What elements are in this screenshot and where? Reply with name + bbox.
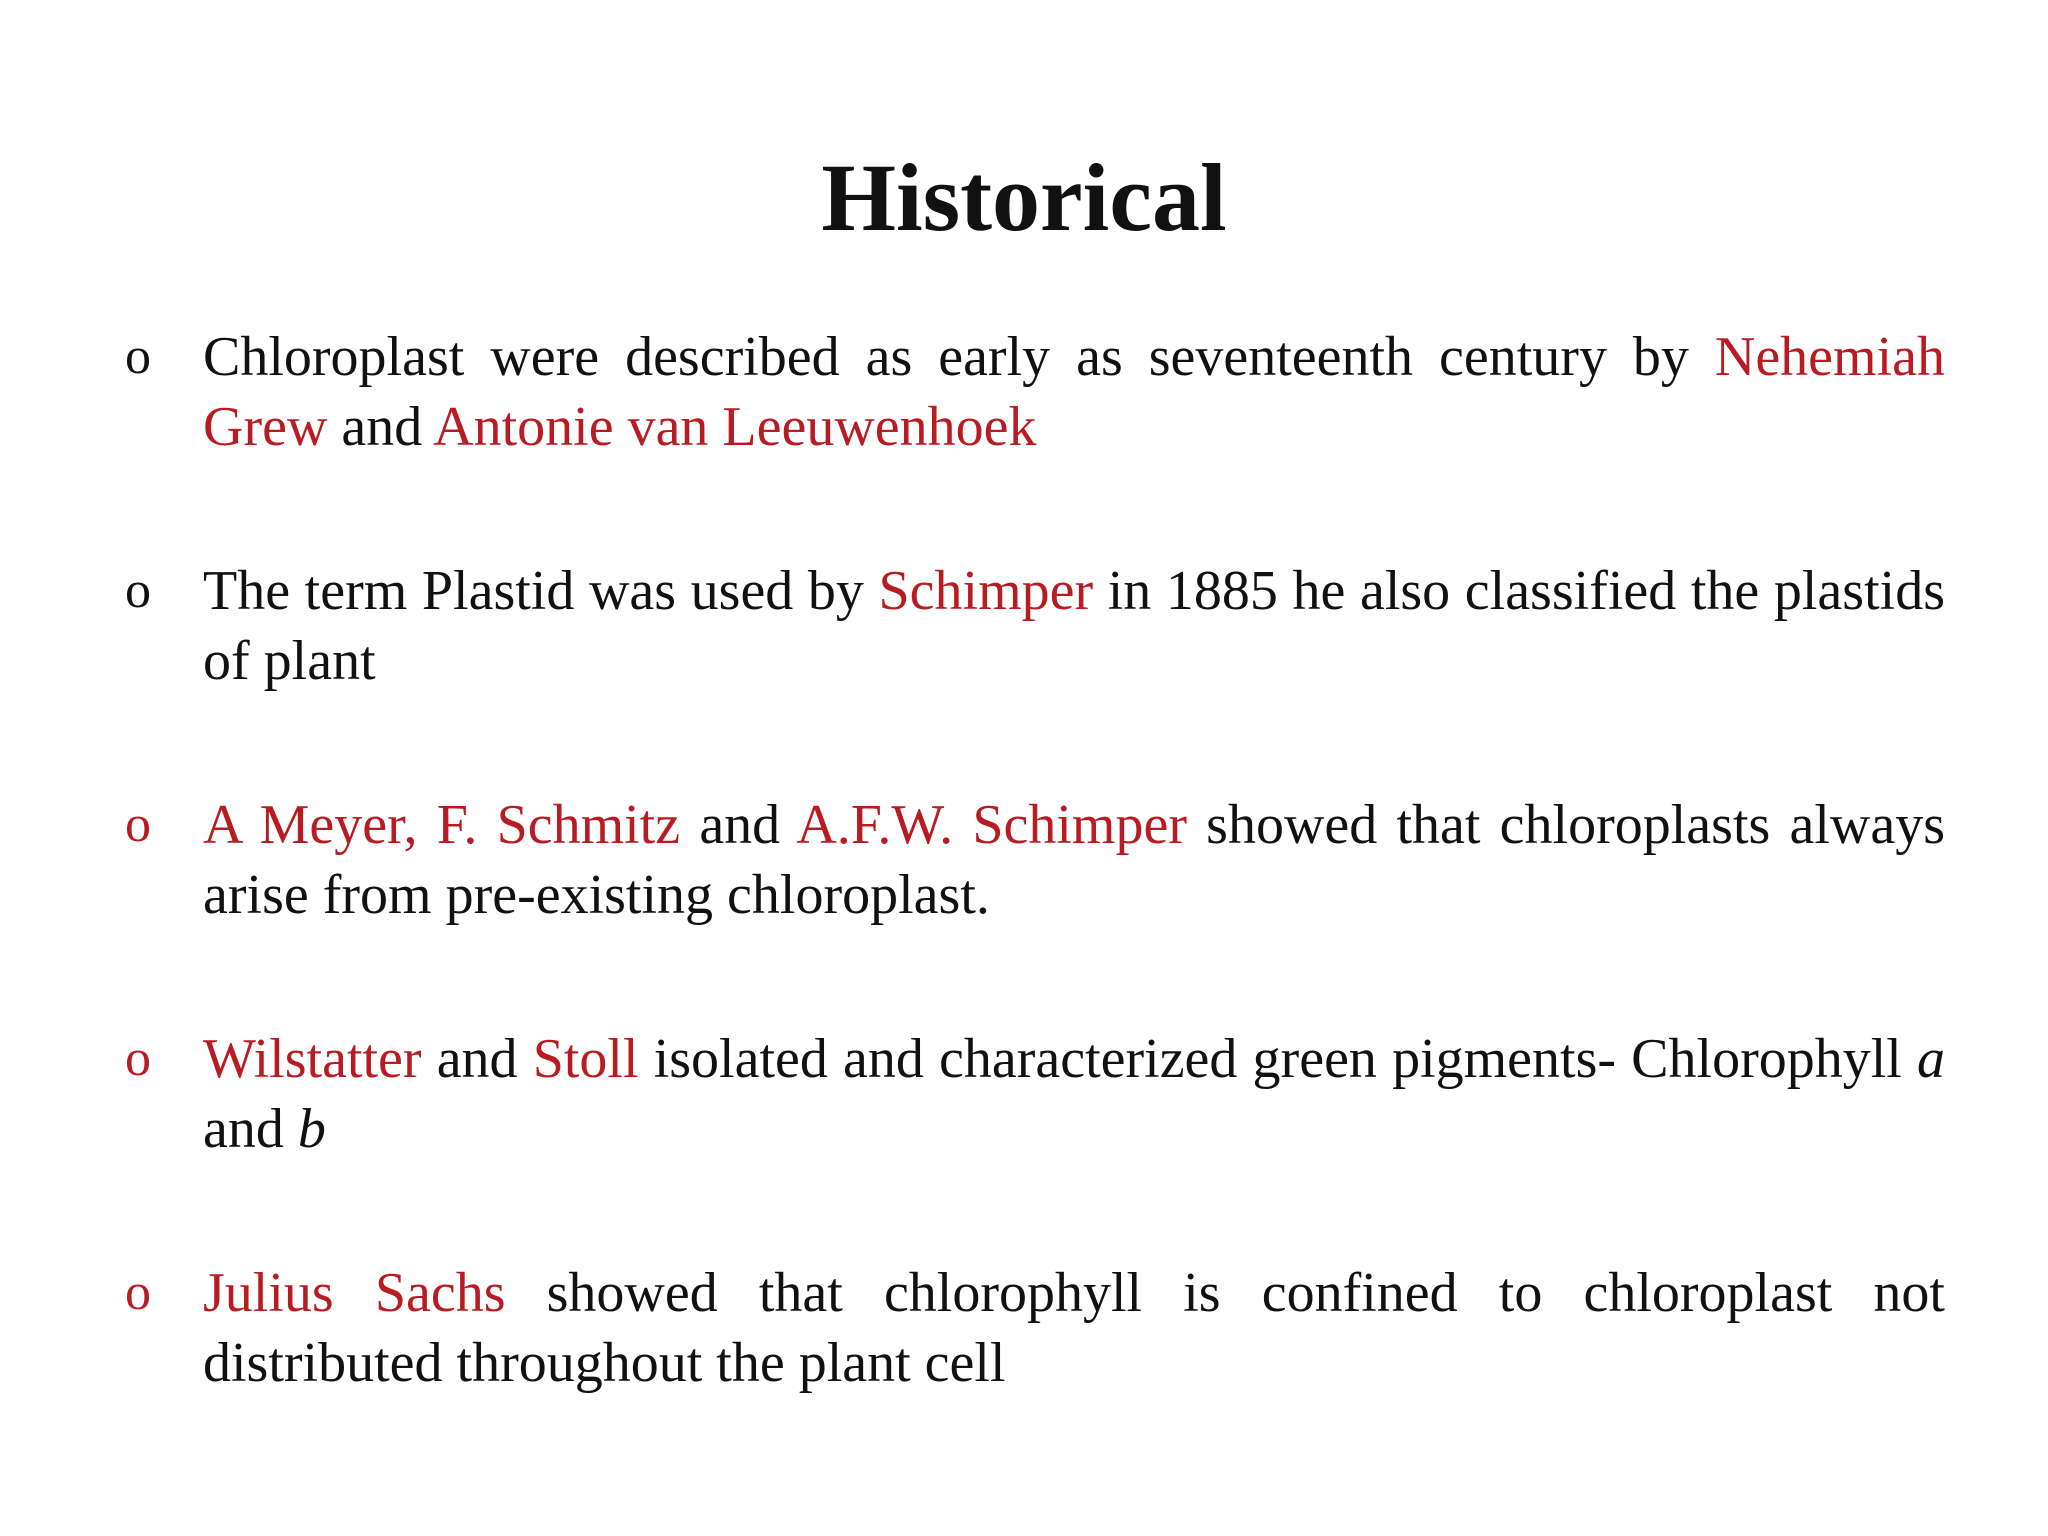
bullet-text [203, 790, 1945, 930]
text-segment: isolated and characterized green pigments- Chlorophyll [638, 1028, 1918, 1090]
text-segment: and [203, 1098, 298, 1160]
text-segment: The term Plastid was used by [203, 560, 879, 622]
bullet-marker: o [125, 1264, 151, 1321]
text-segment: and [421, 1028, 533, 1090]
text-segment: in 1885 he also classified the plastids of plant [203, 560, 1945, 692]
person-name: A.F.W. Schimper [796, 794, 1187, 856]
text-segment: and [680, 794, 797, 856]
person-name: Nehemiah Grew [203, 326, 1945, 458]
person-name: Antonie van Leeuwenhoek [433, 396, 1037, 458]
person-name: Wilstatter [203, 1028, 422, 1090]
bullet-marker: o [125, 796, 151, 853]
person-name: A Meyer, F. Schmitz [203, 794, 681, 856]
bullet-marker: o [125, 562, 151, 619]
italic-letter: b [297, 1098, 326, 1160]
text-segment: showed that chloroplasts always arise from pre-existing chloroplast. [203, 794, 1946, 926]
bullet-text [203, 1258, 1945, 1398]
text-segment: and [327, 396, 434, 458]
bullet-text [203, 1024, 1945, 1164]
bullet-text [203, 322, 1945, 462]
bullet-text [203, 556, 1945, 696]
slide-title: Historical [821, 144, 1227, 251]
text-segment: Chloroplast were described as early as seventeenth century by [203, 326, 1715, 388]
person-name: Stoll [532, 1028, 639, 1090]
person-name: Schimper [878, 560, 1094, 622]
bullet-marker: o [125, 1030, 151, 1087]
bullet-marker: o [125, 328, 151, 385]
person-name: Julius Sachs [203, 1262, 506, 1324]
italic-letter: a [1917, 1028, 1946, 1090]
text-segment: showed that chlorophyll is confined to chloroplast not distributed throughout the plant cell [203, 1262, 1945, 1394]
